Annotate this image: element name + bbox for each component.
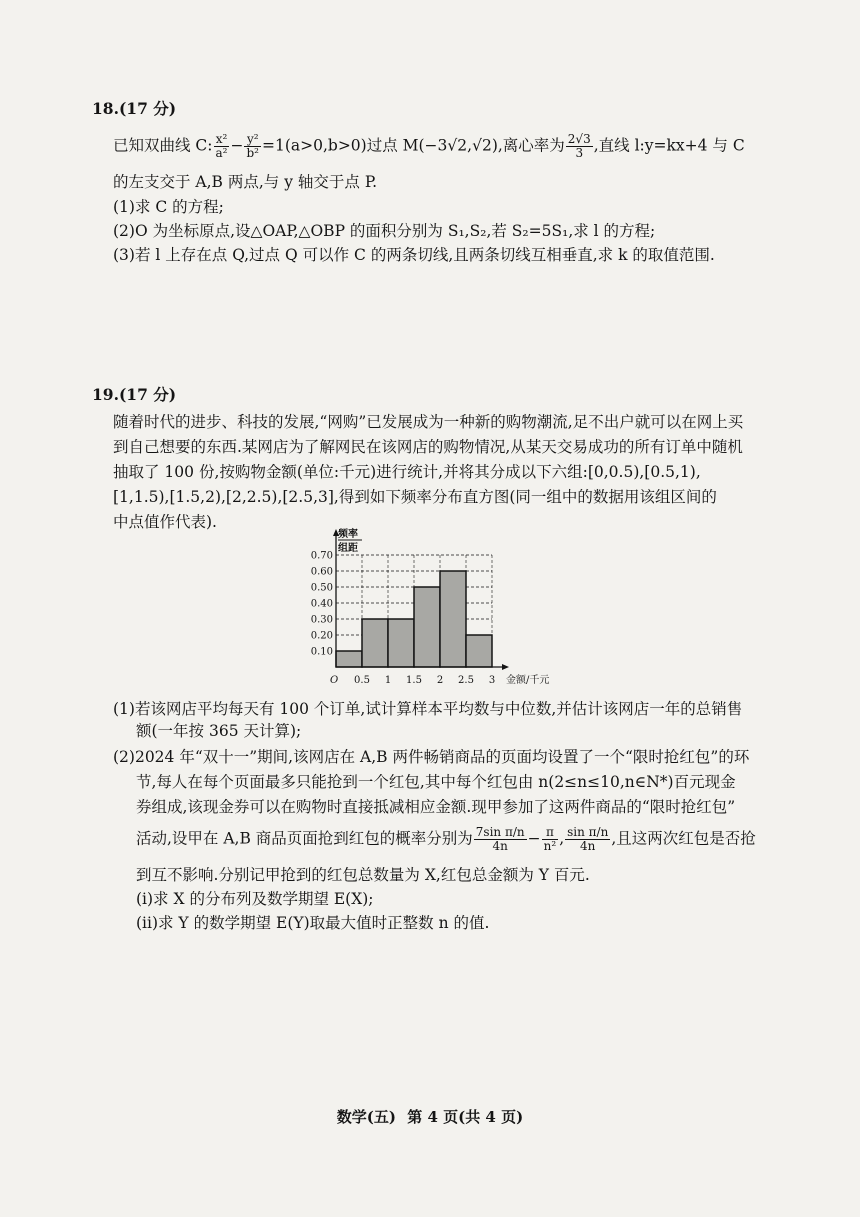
q18-intro-line xyxy=(113,133,745,160)
q19-p2: 到自己想要的东西.某网店为了解网民在该网店的购物情况,从某天交易成功的所有订单中随机 xyxy=(113,438,743,456)
q19-p3: 抽取了 100 份,按购物金额(单位:千元)进行统计,并将其分成以下六组:[0,0.5),[0.5,1), xyxy=(113,463,701,481)
q19-sub-i: (i)求 X 的分布列及数学期望 E(X); xyxy=(136,890,374,908)
footer-subject: 数学(五) xyxy=(336,1108,396,1126)
frac-x2-a2 xyxy=(214,133,230,160)
histogram-bar xyxy=(336,651,362,667)
frac-den: a² xyxy=(215,146,228,160)
frac-pi-n2 xyxy=(542,826,559,853)
frac-prob-a xyxy=(474,826,527,853)
q19-s1a: (1)若该网店平均每天有 100 个订单,试计算样本平均数与中位数,并估计该网店一年的总销售 xyxy=(113,700,743,718)
q18-header: 18.(17 分) xyxy=(92,99,177,118)
q19-s2c: 券组成,该现金券可以在购物时直接抵减相应金额.现甲参加了这两件商品的“限时抢红包” xyxy=(136,798,736,816)
x-tick-label: 2 xyxy=(436,675,444,686)
x-tick-label: 3 xyxy=(488,675,496,686)
frac-num: 2√3 xyxy=(567,132,591,146)
frac-den: n² xyxy=(543,839,557,853)
histogram-bar xyxy=(414,587,440,667)
y-tick-label: 0.70 xyxy=(310,550,333,562)
minus-sign: − xyxy=(230,136,244,155)
q19-s2b: 节,每人在每个页面最多只能抢到一个红包,其中每个红包由 n(2≤n≤10,n∈N*)百元现金 xyxy=(136,773,736,791)
frac-y2-b2 xyxy=(244,133,261,160)
y-tick-label: 0.10 xyxy=(310,646,333,658)
minus-sign: − xyxy=(527,829,541,848)
frac-den: b² xyxy=(246,146,259,160)
comma: , xyxy=(559,829,565,848)
histogram-bar xyxy=(362,619,388,667)
frac-num: y² xyxy=(244,133,261,147)
frac-den: 4n xyxy=(580,839,596,853)
y-tick-label: 0.20 xyxy=(310,630,333,642)
q19-s1b: 额(一年按 365 天计算); xyxy=(136,722,302,740)
y-tick-label: 0.40 xyxy=(310,598,333,610)
frequency-histogram xyxy=(300,525,560,690)
q18-sub1: (1)求 C 的方程; xyxy=(113,198,224,216)
origin-label: O xyxy=(330,675,339,686)
x-tick-label: 2.5 xyxy=(458,675,474,686)
footer-page: 第 4 页(共 4 页) xyxy=(407,1108,524,1126)
histogram-bar xyxy=(466,635,492,667)
x-tick-label: 0.5 xyxy=(354,675,370,686)
q19-s2e: 到互不影响.分别记甲抢到的红包总数量为 X,红包总金额为 Y 百元. xyxy=(136,866,590,884)
q19-p4: [1,1.5),[1.5,2),[2,2.5),[2.5,3],得到如下频率分布直方图(同一组中的数据用该组区间的 xyxy=(113,488,717,506)
x-axis-label: 金额/千元 xyxy=(506,675,550,686)
q18-intro-c: ,直线 l:y=kx+4 与 C xyxy=(593,136,745,155)
y-tick-label: 0.50 xyxy=(310,582,333,594)
y-tick-label: 0.30 xyxy=(310,614,333,626)
frac-den: 3 xyxy=(575,146,584,160)
y-tick-label: 0.60 xyxy=(310,566,333,578)
histogram-bar xyxy=(388,619,414,667)
q19-p1: 随着时代的进步、科技的发展,“网购”已发展成为一种新的购物潮流,足不出户就可以在网上买 xyxy=(113,413,744,431)
q19-p5: 中点值作代表). xyxy=(113,513,217,531)
x-tick-label: 1 xyxy=(384,675,392,686)
q18-intro-a: 已知双曲线 C: xyxy=(113,136,213,155)
frac-eccentricity xyxy=(566,133,593,160)
frac-num: sin π/n xyxy=(567,825,609,839)
q19-s2d-line xyxy=(136,826,756,853)
x-tick-label: 1.5 xyxy=(406,675,422,686)
y-axis-label-bottom: 组距 xyxy=(338,543,358,554)
q19-s2d-post: ,且这两次红包是否抢 xyxy=(611,829,756,848)
q19-s2d-pre: 活动,设甲在 A,B 商品页面抢到红包的概率分别为 xyxy=(136,829,473,848)
frac-den: 4n xyxy=(492,839,508,853)
q18-intro-b: =1(a>0,b>0)过点 M(−3√2,√2),离心率为 xyxy=(261,136,565,155)
q19-s2a: (2)2024 年“双十一”期间,该网店在 A,B 两件畅销商品的页面均设置了一个“限时抢红包”的环 xyxy=(113,748,750,766)
y-axis-label-top: 频率 xyxy=(338,529,358,540)
frac-num: 7sin π/n xyxy=(475,825,525,839)
q18-sub3: (3)若 l 上存在点 Q,过点 Q 可以作 C 的两条切线,且两条切线互相垂直,求 k 的取值范围. xyxy=(113,246,715,264)
q18-line2: 的左支交于 A,B 两点,与 y 轴交于点 P. xyxy=(113,173,378,191)
frac-num: π xyxy=(542,826,559,840)
page-footer xyxy=(0,1106,860,1127)
q19-header: 19.(17 分) xyxy=(92,385,177,404)
frac-prob-b xyxy=(565,826,610,853)
x-axis-arrow xyxy=(502,664,509,670)
q19-sub-ii: (ii)求 Y 的数学期望 E(Y)取最大值时正整数 n 的值. xyxy=(136,914,490,932)
frac-num: x² xyxy=(214,133,230,147)
q18-sub2: (2)O 为坐标原点,设△OAP,△OBP 的面积分别为 S₁,S₂,若 S₂=5S₁,求 l 的方程; xyxy=(113,222,656,240)
histogram-bar xyxy=(440,571,466,667)
